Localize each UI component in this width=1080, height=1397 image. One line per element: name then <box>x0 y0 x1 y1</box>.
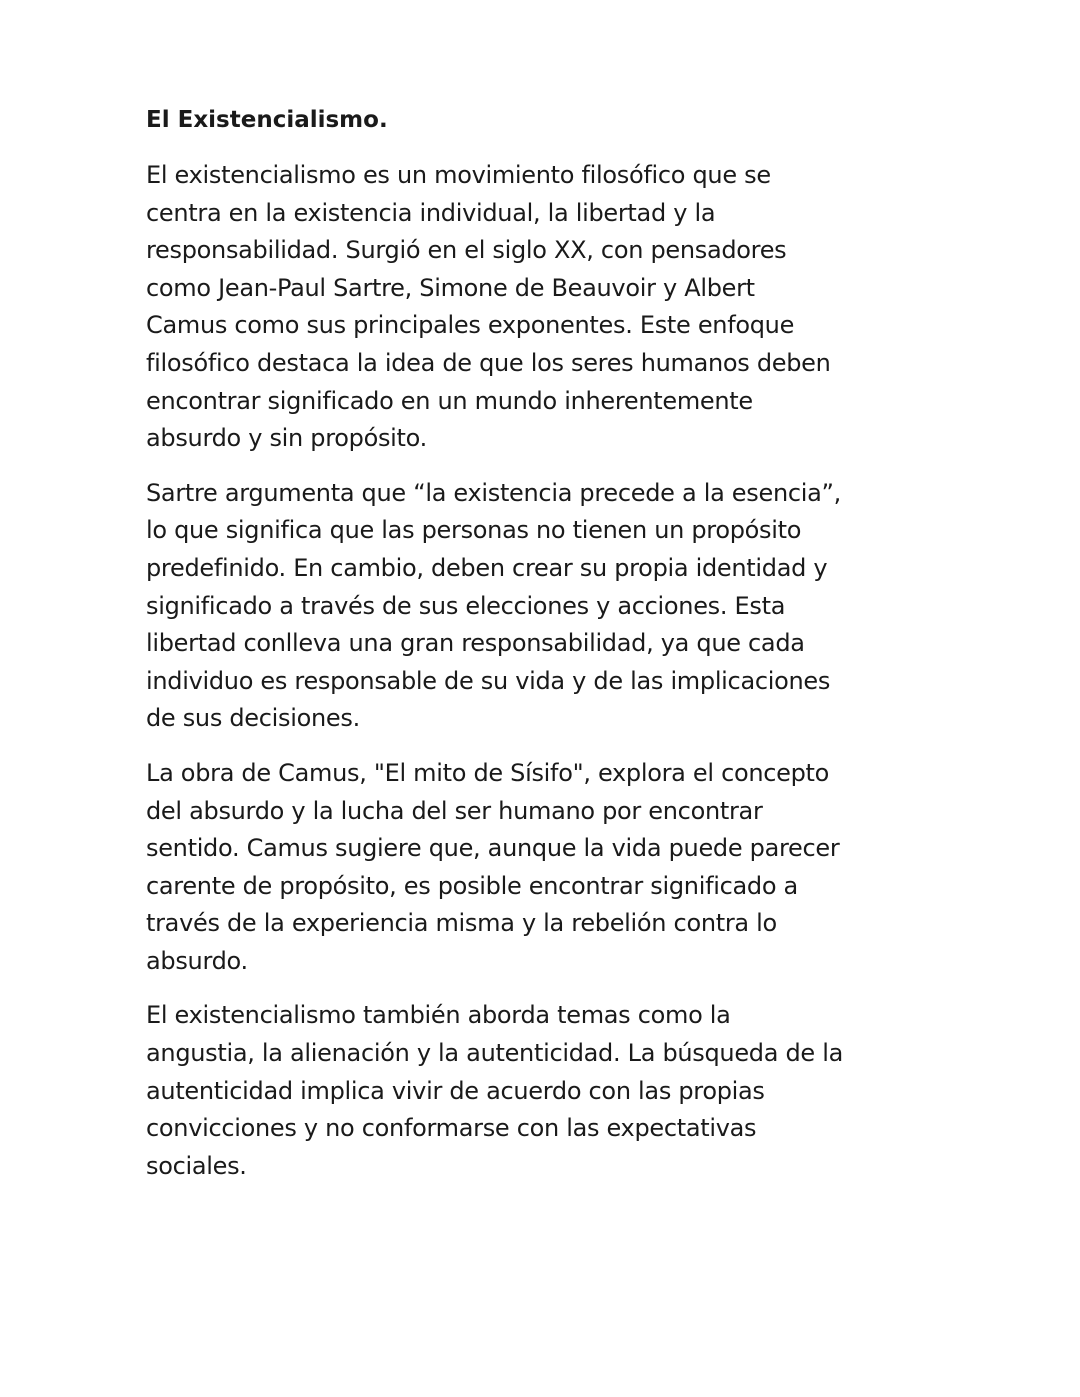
paragraph-4 <box>146 997 906 1185</box>
paragraph-line: convicciones y no conformarse con las expectativas <box>146 1114 757 1143</box>
paragraph-3 <box>146 755 906 981</box>
paragraph-line: absurdo. <box>146 946 248 975</box>
paragraph-line: del absurdo y la lucha del ser humano por encontrar <box>146 796 763 825</box>
paragraph-2 <box>146 475 906 738</box>
paragraph-line: filosófico destaca la idea de que los seres humanos deben <box>146 348 831 377</box>
paragraph-line: autenticidad implica vivir de acuerdo con las propias <box>146 1076 765 1105</box>
paragraph-line: El existencialismo también aborda temas como la <box>146 1001 731 1030</box>
paragraph-1 <box>146 157 906 458</box>
document-title: El Existencialismo. <box>146 107 388 133</box>
paragraph-line: través de la experiencia misma y la rebelión contra lo <box>146 909 777 938</box>
paragraph-line: como Jean-Paul Sartre, Simone de Beauvoir y Albert <box>146 273 755 302</box>
paragraph-line: significado a través de sus elecciones y acciones. Esta <box>146 591 786 620</box>
paragraph-line: responsabilidad. Surgió en el siglo XX, con pensadores <box>146 236 787 265</box>
paragraph-line: centra en la existencia individual, la libertad y la <box>146 198 716 227</box>
paragraph-line: libertad conlleva una gran responsabilidad, ya que cada <box>146 629 805 658</box>
paragraph-line: sentido. Camus sugiere que, aunque la vida puede parecer <box>146 834 840 863</box>
paragraph-line: sociales. <box>146 1151 247 1180</box>
paragraph-line: encontrar significado en un mundo inherentemente <box>146 386 753 415</box>
document-page <box>146 103 906 1202</box>
paragraph-line: Camus como sus principales exponentes. Este enfoque <box>146 311 795 340</box>
paragraph-line: La obra de Camus, "El mito de Sísifo", explora el concepto <box>146 758 830 787</box>
paragraph-line: Sartre argumenta que “la existencia precede a la esencia”, <box>146 478 841 507</box>
paragraph-line: angustia, la alienación y la autenticidad. La búsqueda de la <box>146 1039 843 1068</box>
paragraph-line: individuo es responsable de su vida y de las implicaciones <box>146 666 831 695</box>
paragraph-line: El existencialismo es un movimiento filosófico que se <box>146 161 771 189</box>
paragraph-line: de sus decisiones. <box>146 704 360 733</box>
paragraph-line: predefinido. En cambio, deben crear su propia identidad y <box>146 553 828 582</box>
paragraph-line: carente de propósito, es posible encontrar significado a <box>146 871 798 900</box>
paragraph-line: absurdo y sin propósito. <box>146 424 427 453</box>
paragraph-line: lo que significa que las personas no tienen un propósito <box>146 516 802 545</box>
